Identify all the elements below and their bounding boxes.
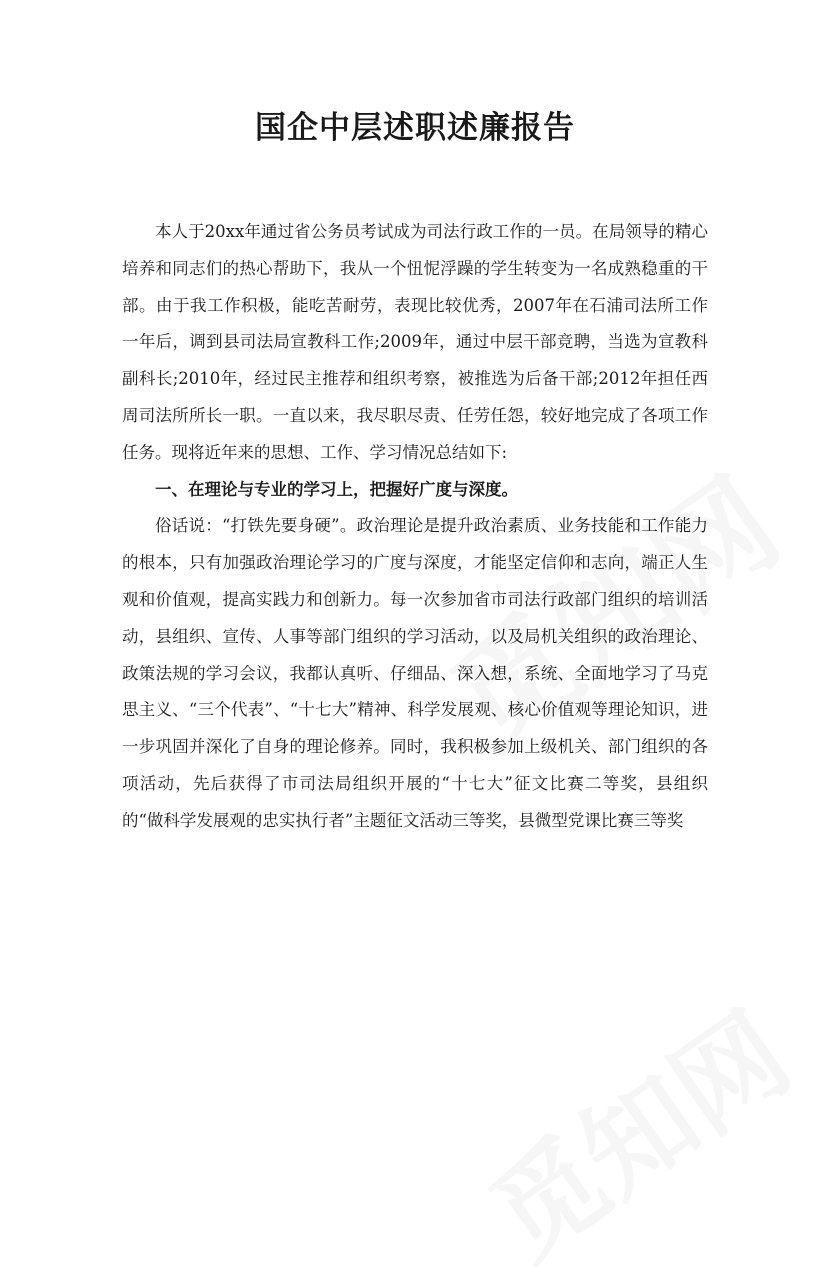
intro-paragraph: 本人于20xx年通过省公务员考试成为司法行政工作的一员。在局领导的精心培养和同志们的热心帮助下，我从一个忸怩浮躁的学生转变为一名成熟稳重的干部。由于我工作积极，能吃苦耐劳，表现比较优秀，2007年在石浦司法所工作一年后，调到县司法局宣教科工作;2009年，通过中层干部竞聘，当选为宣教科副科长;2010年，经过民主推荐和组织考察，被推选为后备干部;2012年担任西周司法所所长一职。一直以来，我尽职尽责、任劳任怨，较好地完成了各项工作任务。现将近年来的思想、工作、学习情况总结如下: — [122, 222, 708, 462]
section-heading: 一、在理论与专业的学习上，把握好广度与深度。 — [155, 479, 518, 499]
watermark-mark — [455, 970, 816, 1288]
section-paragraph: 俗话说：“打铁先要身硬”。政治理论是提升政治素质、业务技能和工作能力的根本，只有加强政治理论学习的广度与深度，才能坚定信仰和志向，端正人生观和价值观，提高实践力和创新力。每一次参加省市司法行政部门组织的培训活动，县组织、宣传、人事等部门组织的学习活动，以及局机关组织的政治理论、政策法规的学习会议，我都认真听、仔细品、深入想，系统、全面地学习了马克思主义、“三个代表”、“十七大”精神、科学发展观、核心价值观等理论知识，进一步巩固并深化了自身的理论修养。同时，我积极参加上级机关、部门组织的各项活动，先后获得了市司法局组织开展的“十七大”征文比赛二等奖，县组织的“做科学发展观的忠实执行者”主题征文活动三等奖，县微型党课比赛三等奖 — [122, 516, 708, 830]
page-title: 国企中层述职述廉报告 — [255, 110, 575, 146]
document-body — [122, 214, 708, 840]
